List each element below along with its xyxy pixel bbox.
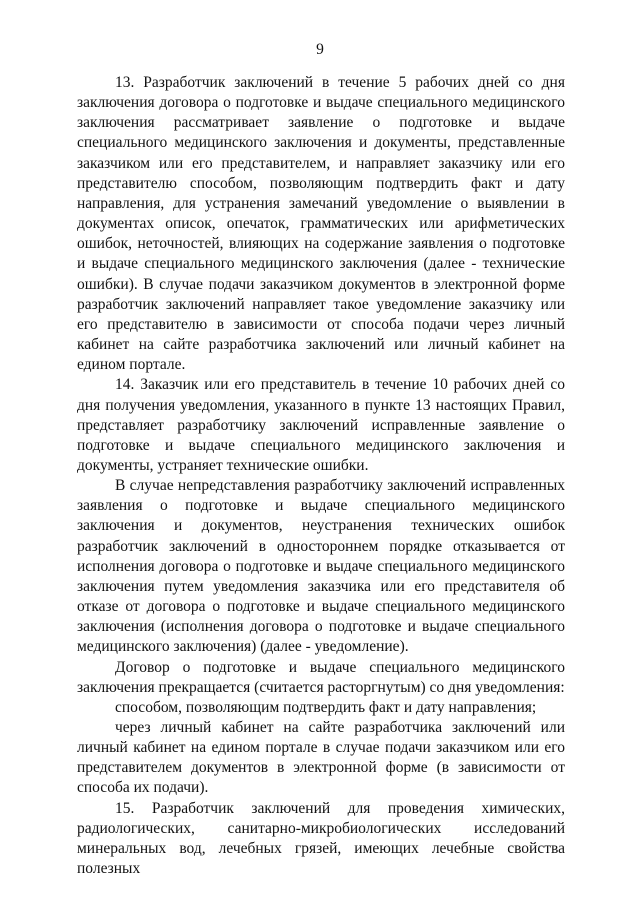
paragraph-item-14: 14. Заказчик или его представитель в течение 10 рабочих дней со дня получения уведомления, указанного в пункте 13 настоящих Правил, представляет разработчику заключений исправленные заявление о подготовке и выдаче специального медицинского заключения и документы, устраняет технические ошибки.: [77, 376, 565, 474]
paragraph-item-13: 13. Разработчик заключений в течение 5 рабочих дней со дня заключения договора о подготовке и выдаче специального медицинского заключения рассматривает заявление о подготовке и выдаче специального медицинского заключения и документы, представленные заказчиком или его представителем, и направляет заказчику или его представителю способом, позволяющим подтвердить факт и дату направления, для устранения замечаний уведомление о выявлении в документах описок, опечаток, грамматических или арифметических ошибок, неточностей, влияющих на содержание заявления о подготовке и выдаче специального медицинского заключения (далее - технические ошибки). В случае подачи заказчиком документов в электронной форме разработчик заключений направляет такое уведомление заказчику или его представителю в зависимости от способа подачи через личный кабинет на сайте разработчика заключений или личный кабинет на едином портале.: [77, 74, 565, 374]
paragraph-method-confirmation: способом, позволяющим подтвердить факт и дату направления;: [115, 698, 537, 716]
paragraph-item-15: 15. Разработчик заключений для проведения химических, радиологических, санитарно-микробиологических исследований минеральных вод, лечебных грязей, имеющих лечебные свойства полезных: [77, 799, 565, 878]
document-body: [77, 73, 565, 879]
paragraph-non-submission: В случае непредставления разработчику заключений исправленных заявления о подготовке и выдаче специального медицинского заключения и документов, неустранения технических ошибок разработчик заключений в одностороннем порядке отказывается от исполнения договора о подготовке и выдаче специального медицинского заключения путем уведомления заказчика или его представителя об отказе от договора о подготовке и выдаче специального медицинского заключения (исполнения договора о подготовке и выдаче специального медицинского заключения) (далее - уведомление).: [77, 477, 565, 656]
paragraph-contract-termination: Договор о подготовке и выдаче специального медицинского заключения прекращается (считается расторгнутым) со дня уведомления:: [77, 658, 565, 696]
paragraph-personal-account: через личный кабинет на сайте разработчика заключений или личный кабинет на едином портале в случае подачи заказчиком или его представителем документов в электронной форме (в зависимости от способа их подачи).: [77, 719, 565, 797]
page-number: 9: [316, 41, 324, 58]
